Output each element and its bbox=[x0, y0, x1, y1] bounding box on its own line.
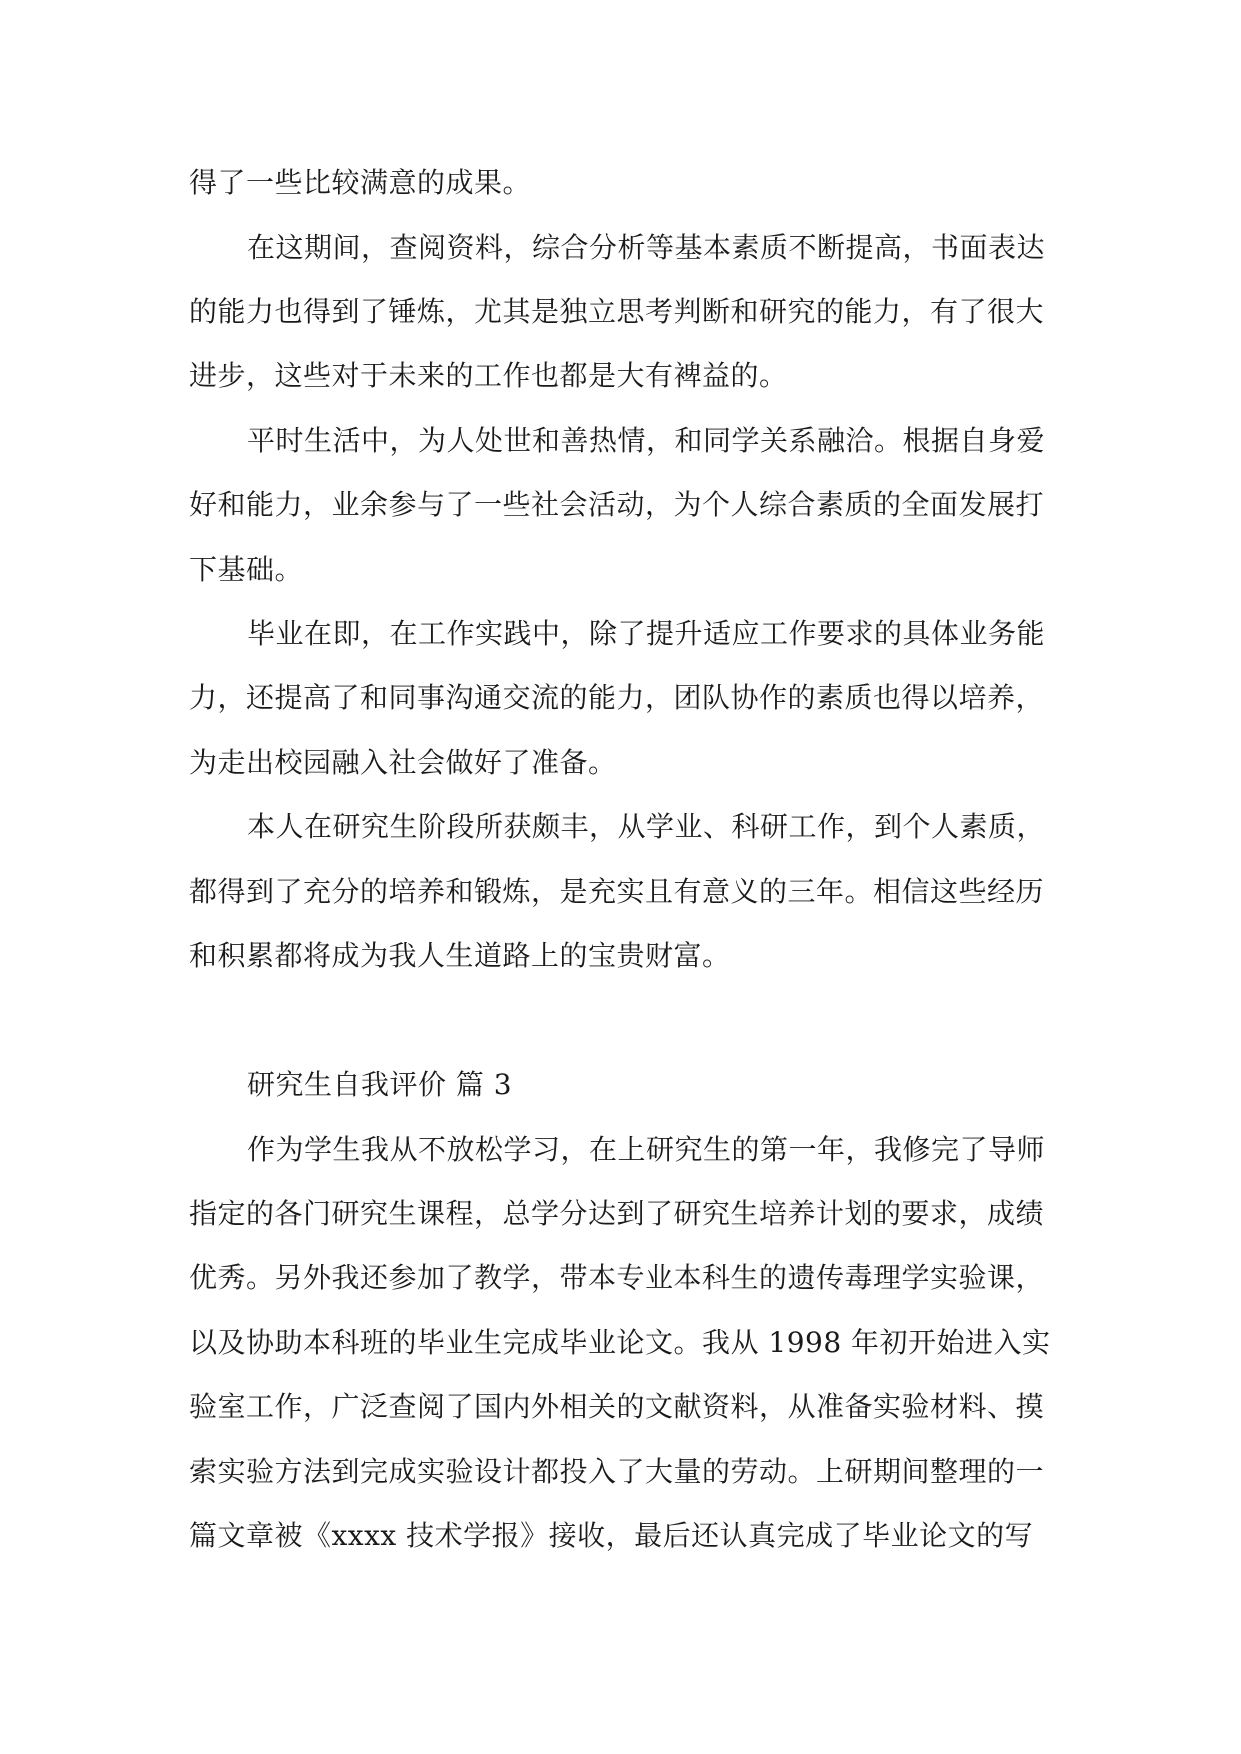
text-line: 下基础。 bbox=[189, 553, 304, 586]
text-line: 的能力也得到了锤炼，尤其是独立思考判断和研究的能力，有了很大 bbox=[189, 295, 1045, 328]
text-line: 篇文章被《xxxx 技术学报》接收，最后还认真完成了毕业论文的写 bbox=[189, 1519, 1034, 1552]
section-heading: 研究生自我评价 篇 3 bbox=[247, 1068, 513, 1101]
text-line: 力，还提高了和同事沟通交流的能力，团队协作的素质也得以培养， bbox=[189, 681, 1045, 714]
paragraph-first-line: 作为学生我从不放松学习，在上研究生的第一年，我修完了导师 bbox=[247, 1133, 1046, 1166]
text-line: 和积累都将成为我人生道路上的宝贵财富。 bbox=[189, 939, 731, 972]
text-line: 好和能力，业余参与了一些社会活动，为个人综合素质的全面发展打 bbox=[189, 488, 1045, 521]
text-line: 索实验方法到完成实验设计都投入了大量的劳动。上研期间整理的一 bbox=[189, 1455, 1045, 1488]
text-line: 以及协助本科班的毕业生完成毕业论文。我从 1998 年初开始进入实 bbox=[189, 1326, 1051, 1359]
text-line: 为走出校园融入社会做好了准备。 bbox=[189, 746, 617, 779]
text-line: 都得到了充分的培养和锻炼，是充实且有意义的三年。相信这些经历 bbox=[189, 875, 1045, 908]
paragraph-first-line: 毕业在即，在工作实践中，除了提升适应工作要求的具体业务能 bbox=[247, 617, 1046, 650]
text-line: 优秀。另外我还参加了教学，带本专业本科生的遗传毒理学实验课， bbox=[189, 1261, 1045, 1294]
paragraph-first-line: 平时生活中，为人处世和善热情，和同学关系融洽。根据自身爱 bbox=[247, 424, 1046, 457]
paragraph-first-line: 本人在研究生阶段所获颇丰，从学业、科研工作，到个人素质， bbox=[247, 810, 1046, 843]
text-line: 得了一些比较满意的成果。 bbox=[189, 166, 532, 199]
text-line: 进步，这些对于未来的工作也都是大有裨益的。 bbox=[189, 359, 788, 392]
text-line: 指定的各门研究生课程，总学分达到了研究生培养计划的要求，成绩 bbox=[189, 1197, 1045, 1230]
text-line: 验室工作，广泛查阅了国内外相关的文献资料，从准备实验材料、摸 bbox=[189, 1390, 1045, 1423]
paragraph-first-line: 在这期间，查阅资料，综合分析等基本素质不断提高，书面表达 bbox=[247, 231, 1046, 264]
